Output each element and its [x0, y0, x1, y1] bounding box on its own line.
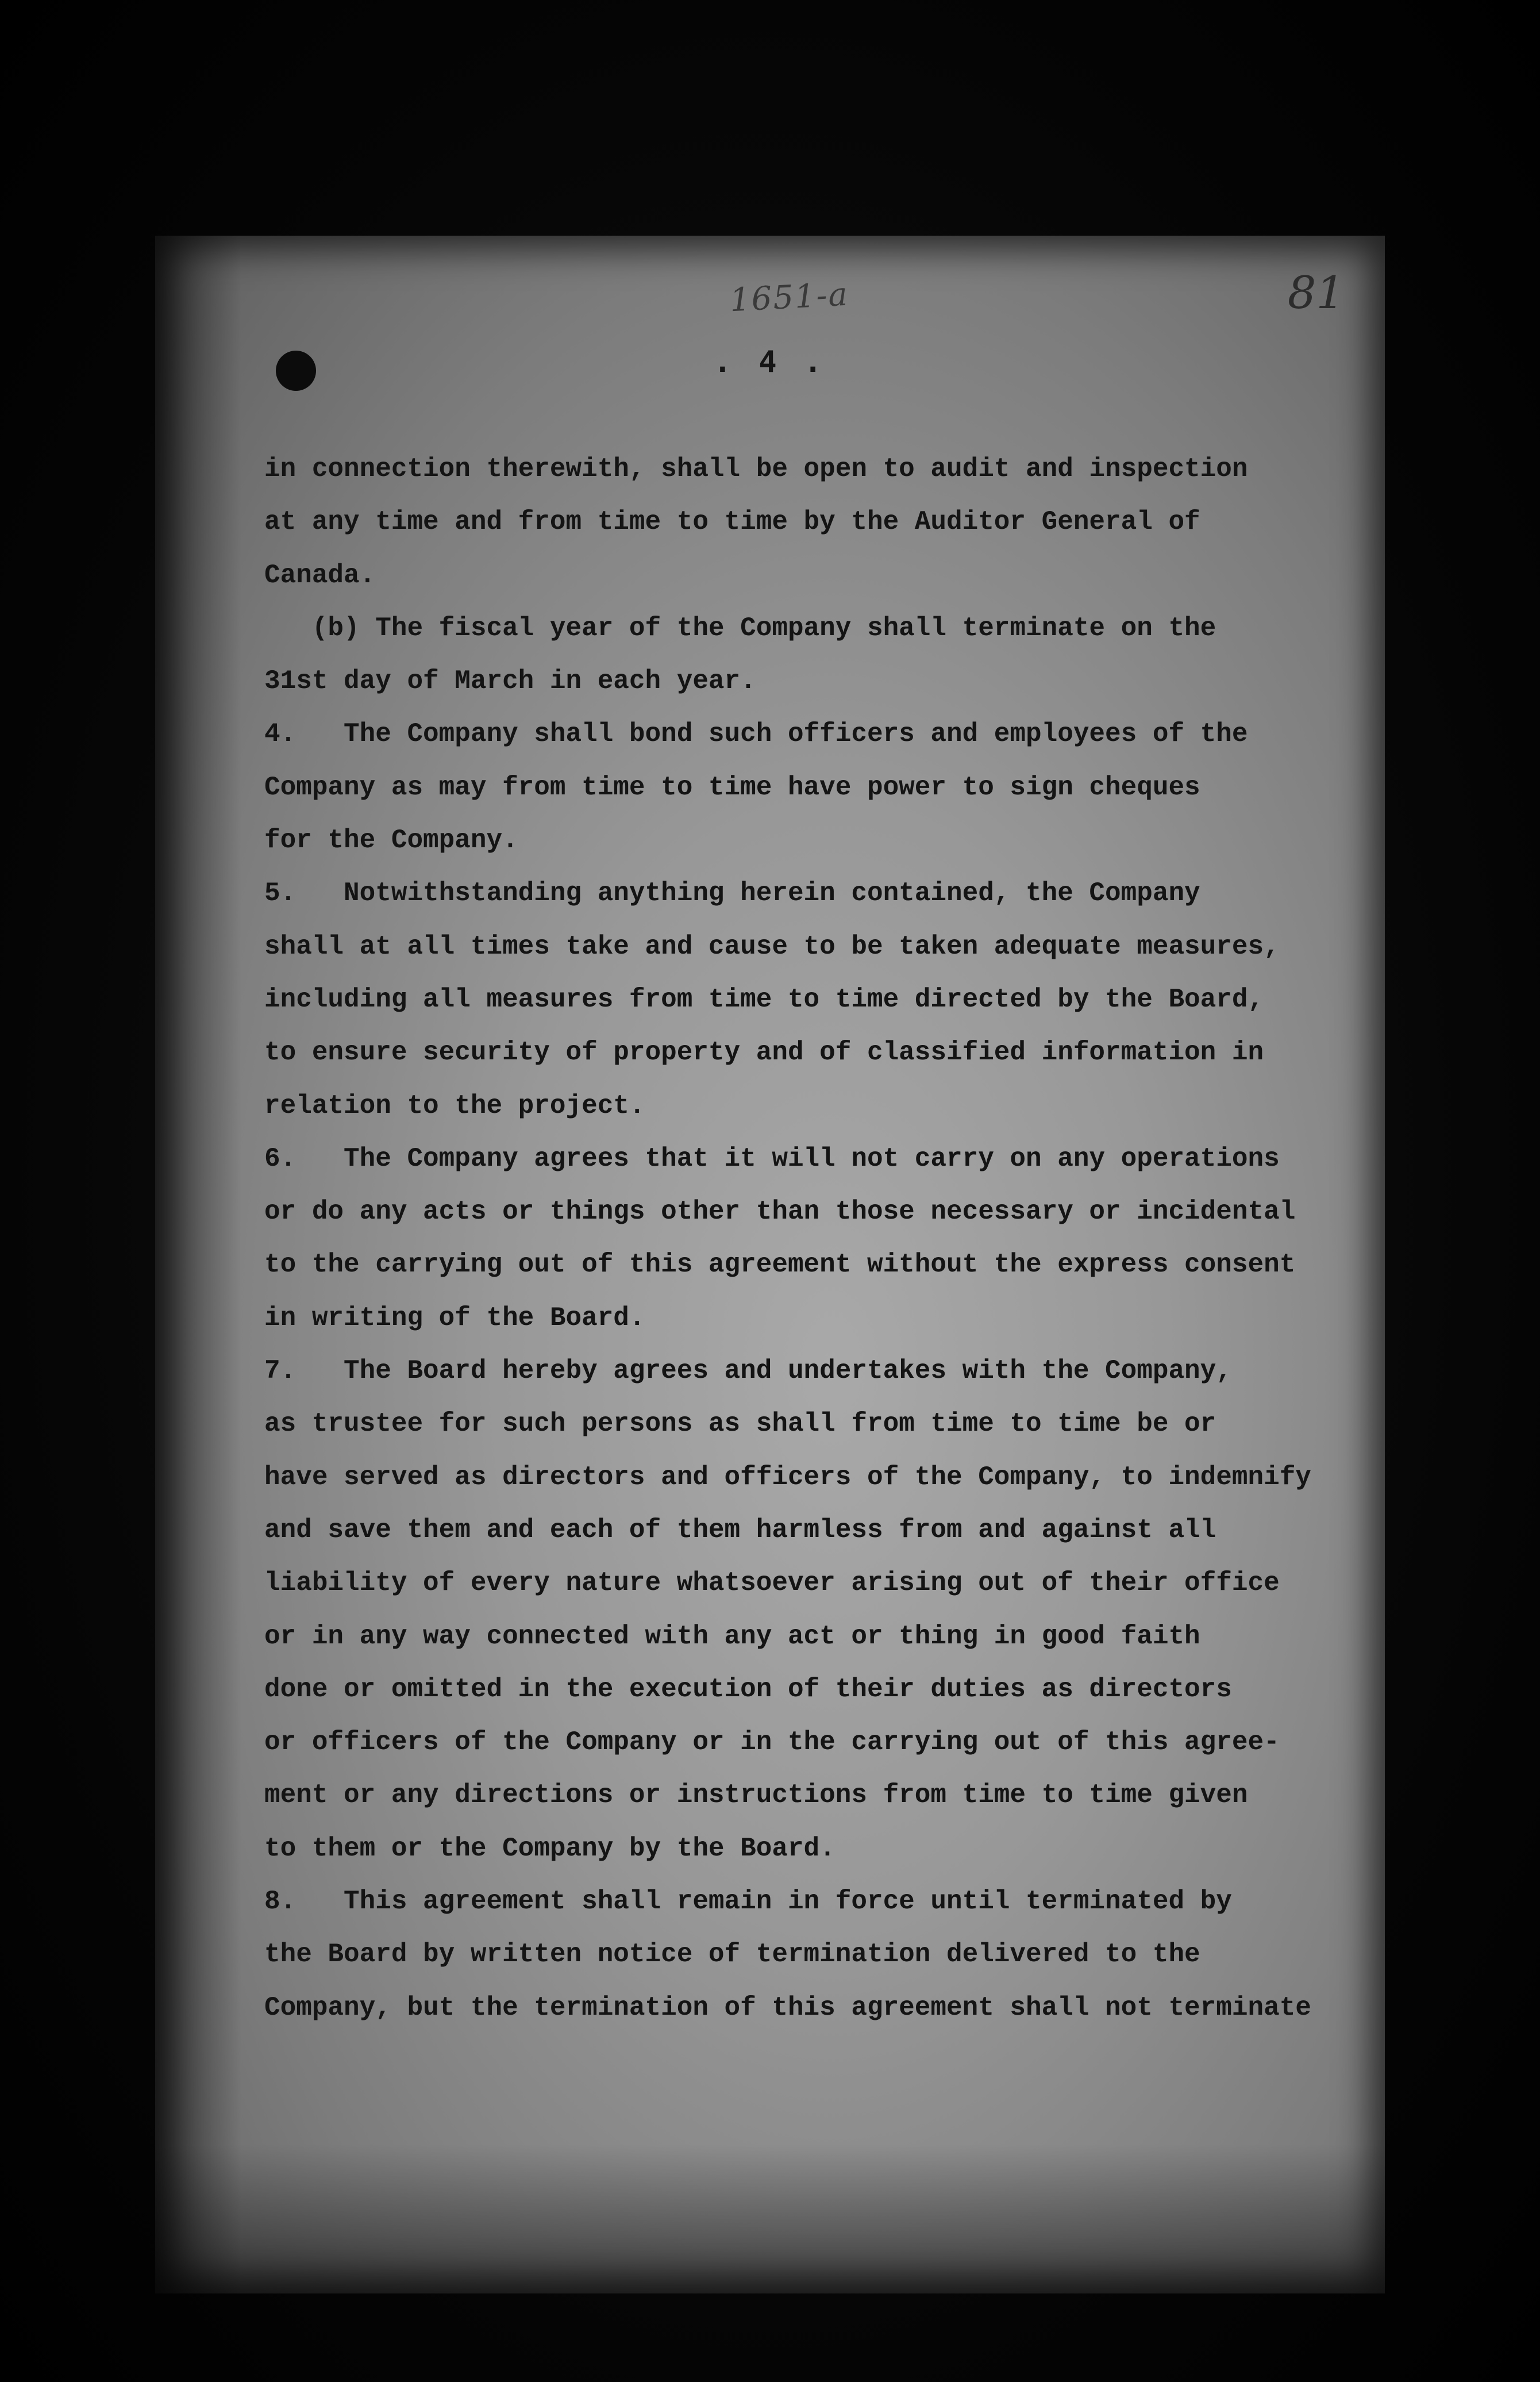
typed-body-text [264, 443, 1356, 2034]
text-line: or in any way connected with any act or thing in good faith [264, 1621, 1200, 1651]
text-line: done or omitted in the execution of their duties as directors [264, 1674, 1232, 1704]
text-line: or officers of the Company or in the carrying out of this agree- [264, 1727, 1280, 1758]
text-line: to the carrying out of this agreement without the express consent [264, 1250, 1296, 1280]
text-line: 5. Notwithstanding anything herein contained, the Company [264, 878, 1200, 909]
text-line: liability of every nature whatsoever arising out of their office [264, 1568, 1280, 1599]
text-line: in connection therewith, shall be open to audit and inspection [264, 454, 1248, 484]
document-page [155, 236, 1385, 2293]
text-line: for the Company. [264, 825, 518, 856]
text-line: have served as directors and officers of the Company, to indemnify [264, 1462, 1311, 1492]
folio-number: 81 [1287, 267, 1345, 319]
text-line: Canada. [264, 560, 376, 590]
text-line: the Board by written notice of termination delivered to the [264, 1939, 1200, 1970]
text-line: including all measures from time to time directed by the Board, [264, 984, 1264, 1015]
text-line: 8. This agreement shall remain in force until terminated by [264, 1887, 1232, 1917]
text-line: at any time and from time to time by the Auditor General of [264, 507, 1200, 537]
text-line: Company as may from time to time have power to sign cheques [264, 772, 1200, 802]
text-line: to ensure security of property and of classified information in [264, 1038, 1264, 1068]
text-line: (b) The fiscal year of the Company shall terminate on the [264, 613, 1216, 643]
text-line: as trustee for such persons as shall from time to time be or [264, 1409, 1216, 1439]
text-line: Company, but the termination of this agreement shall not terminate [264, 1992, 1311, 2023]
text-line: ment or any directions or instructions from time to time given [264, 1780, 1248, 1811]
text-line: 31st day of March in each year. [264, 666, 756, 697]
text-line: to them or the Company by the Board. [264, 1833, 836, 1864]
text-line: or do any acts or things other than those necessary or incidental [264, 1197, 1296, 1227]
text-line: 4. The Company shall bond such officers and employees of the [264, 719, 1248, 750]
text-line: shall at all times take and cause to be taken adequate measures, [264, 931, 1280, 962]
text-line: relation to the project. [264, 1090, 645, 1121]
text-line: in writing of the Board. [264, 1303, 645, 1333]
text-line: and save them and each of them harmless from and against all [264, 1515, 1216, 1545]
handwritten-reference: 1651-a [729, 275, 850, 320]
text-line: 7. The Board hereby agrees and undertakes with the Company, [264, 1356, 1232, 1386]
page-number: . 4 . [713, 345, 827, 379]
text-line: 6. The Company agrees that it will not carry on any operations [264, 1143, 1280, 1174]
